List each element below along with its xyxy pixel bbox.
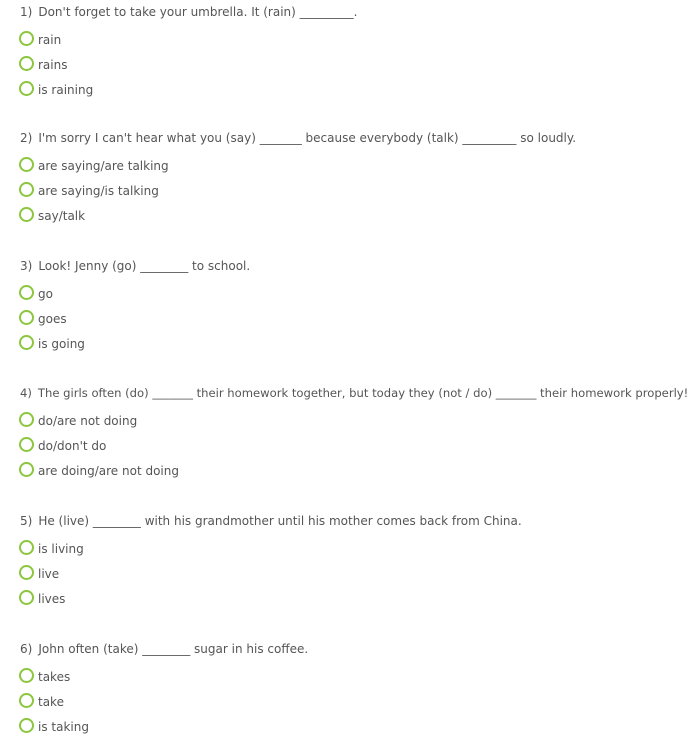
- radio-button-icon[interactable]: [19, 590, 34, 605]
- radio-button-icon[interactable]: [19, 310, 34, 325]
- radio-button-icon[interactable]: [19, 335, 34, 350]
- question-text: [20, 641, 308, 657]
- option-label: say/talk: [38, 209, 86, 223]
- radio-button-icon[interactable]: [19, 718, 34, 733]
- radio-button-icon[interactable]: [19, 412, 34, 427]
- option-label: is living: [38, 542, 84, 556]
- radio-button-icon[interactable]: [19, 207, 34, 222]
- question-text: [20, 4, 357, 20]
- radio-button-icon[interactable]: [19, 437, 34, 452]
- question-prompt: He (live) ________ with his grandmother until his mother comes back from China.: [38, 514, 522, 528]
- option-label: is raining: [38, 83, 94, 97]
- radio-button-icon[interactable]: [19, 157, 34, 172]
- question-text: [20, 130, 576, 146]
- option-label: take: [38, 695, 64, 709]
- option-label: live: [38, 567, 60, 581]
- question-number: 2): [20, 131, 33, 145]
- option-label: are saying/are talking: [38, 159, 169, 173]
- question-text: [20, 513, 522, 529]
- radio-button-icon[interactable]: [19, 182, 34, 197]
- question-number: 1): [20, 5, 33, 19]
- question-number: 6): [20, 642, 33, 656]
- option-label: are doing/are not doing: [38, 464, 179, 478]
- radio-button-icon[interactable]: [19, 81, 34, 96]
- radio-button-icon[interactable]: [19, 668, 34, 683]
- question-text: [20, 258, 250, 274]
- option-label: rain: [38, 33, 62, 47]
- question-number: 4): [20, 386, 32, 400]
- radio-button-icon[interactable]: [19, 31, 34, 46]
- option-label: rains: [38, 58, 68, 72]
- option-label: lives: [38, 592, 66, 606]
- radio-button-icon[interactable]: [19, 56, 34, 71]
- question-prompt: Look! Jenny (go) ________ to school.: [38, 259, 251, 273]
- question-number: 5): [20, 514, 33, 528]
- option-label: goes: [38, 312, 67, 326]
- question-prompt: Don't forget to take your umbrella. It (rain) _________.: [38, 5, 358, 19]
- option-label: do/are not doing: [38, 414, 138, 428]
- question-prompt: The girls often (do) _______ their homework together, but today they (not / do) _______ their homework properly!: [37, 386, 689, 400]
- option-label: do/don't do: [38, 439, 107, 453]
- question-text: [20, 385, 688, 401]
- question-prompt: I'm sorry I can't hear what you (say) _______ because everybody (talk) _________ so loudly.: [38, 131, 577, 145]
- question-number: 3): [20, 259, 33, 273]
- option-label: takes: [38, 670, 71, 684]
- radio-button-icon[interactable]: [19, 565, 34, 580]
- question-prompt: John often (take) ________ sugar in his coffee.: [38, 642, 309, 656]
- radio-button-icon[interactable]: [19, 462, 34, 477]
- radio-button-icon[interactable]: [19, 540, 34, 555]
- radio-button-icon[interactable]: [19, 285, 34, 300]
- option-label: is going: [38, 337, 85, 351]
- option-label: are saying/is talking: [38, 184, 159, 198]
- option-label: is taking: [38, 720, 89, 734]
- option-label: go: [38, 287, 53, 301]
- radio-button-icon[interactable]: [19, 693, 34, 708]
